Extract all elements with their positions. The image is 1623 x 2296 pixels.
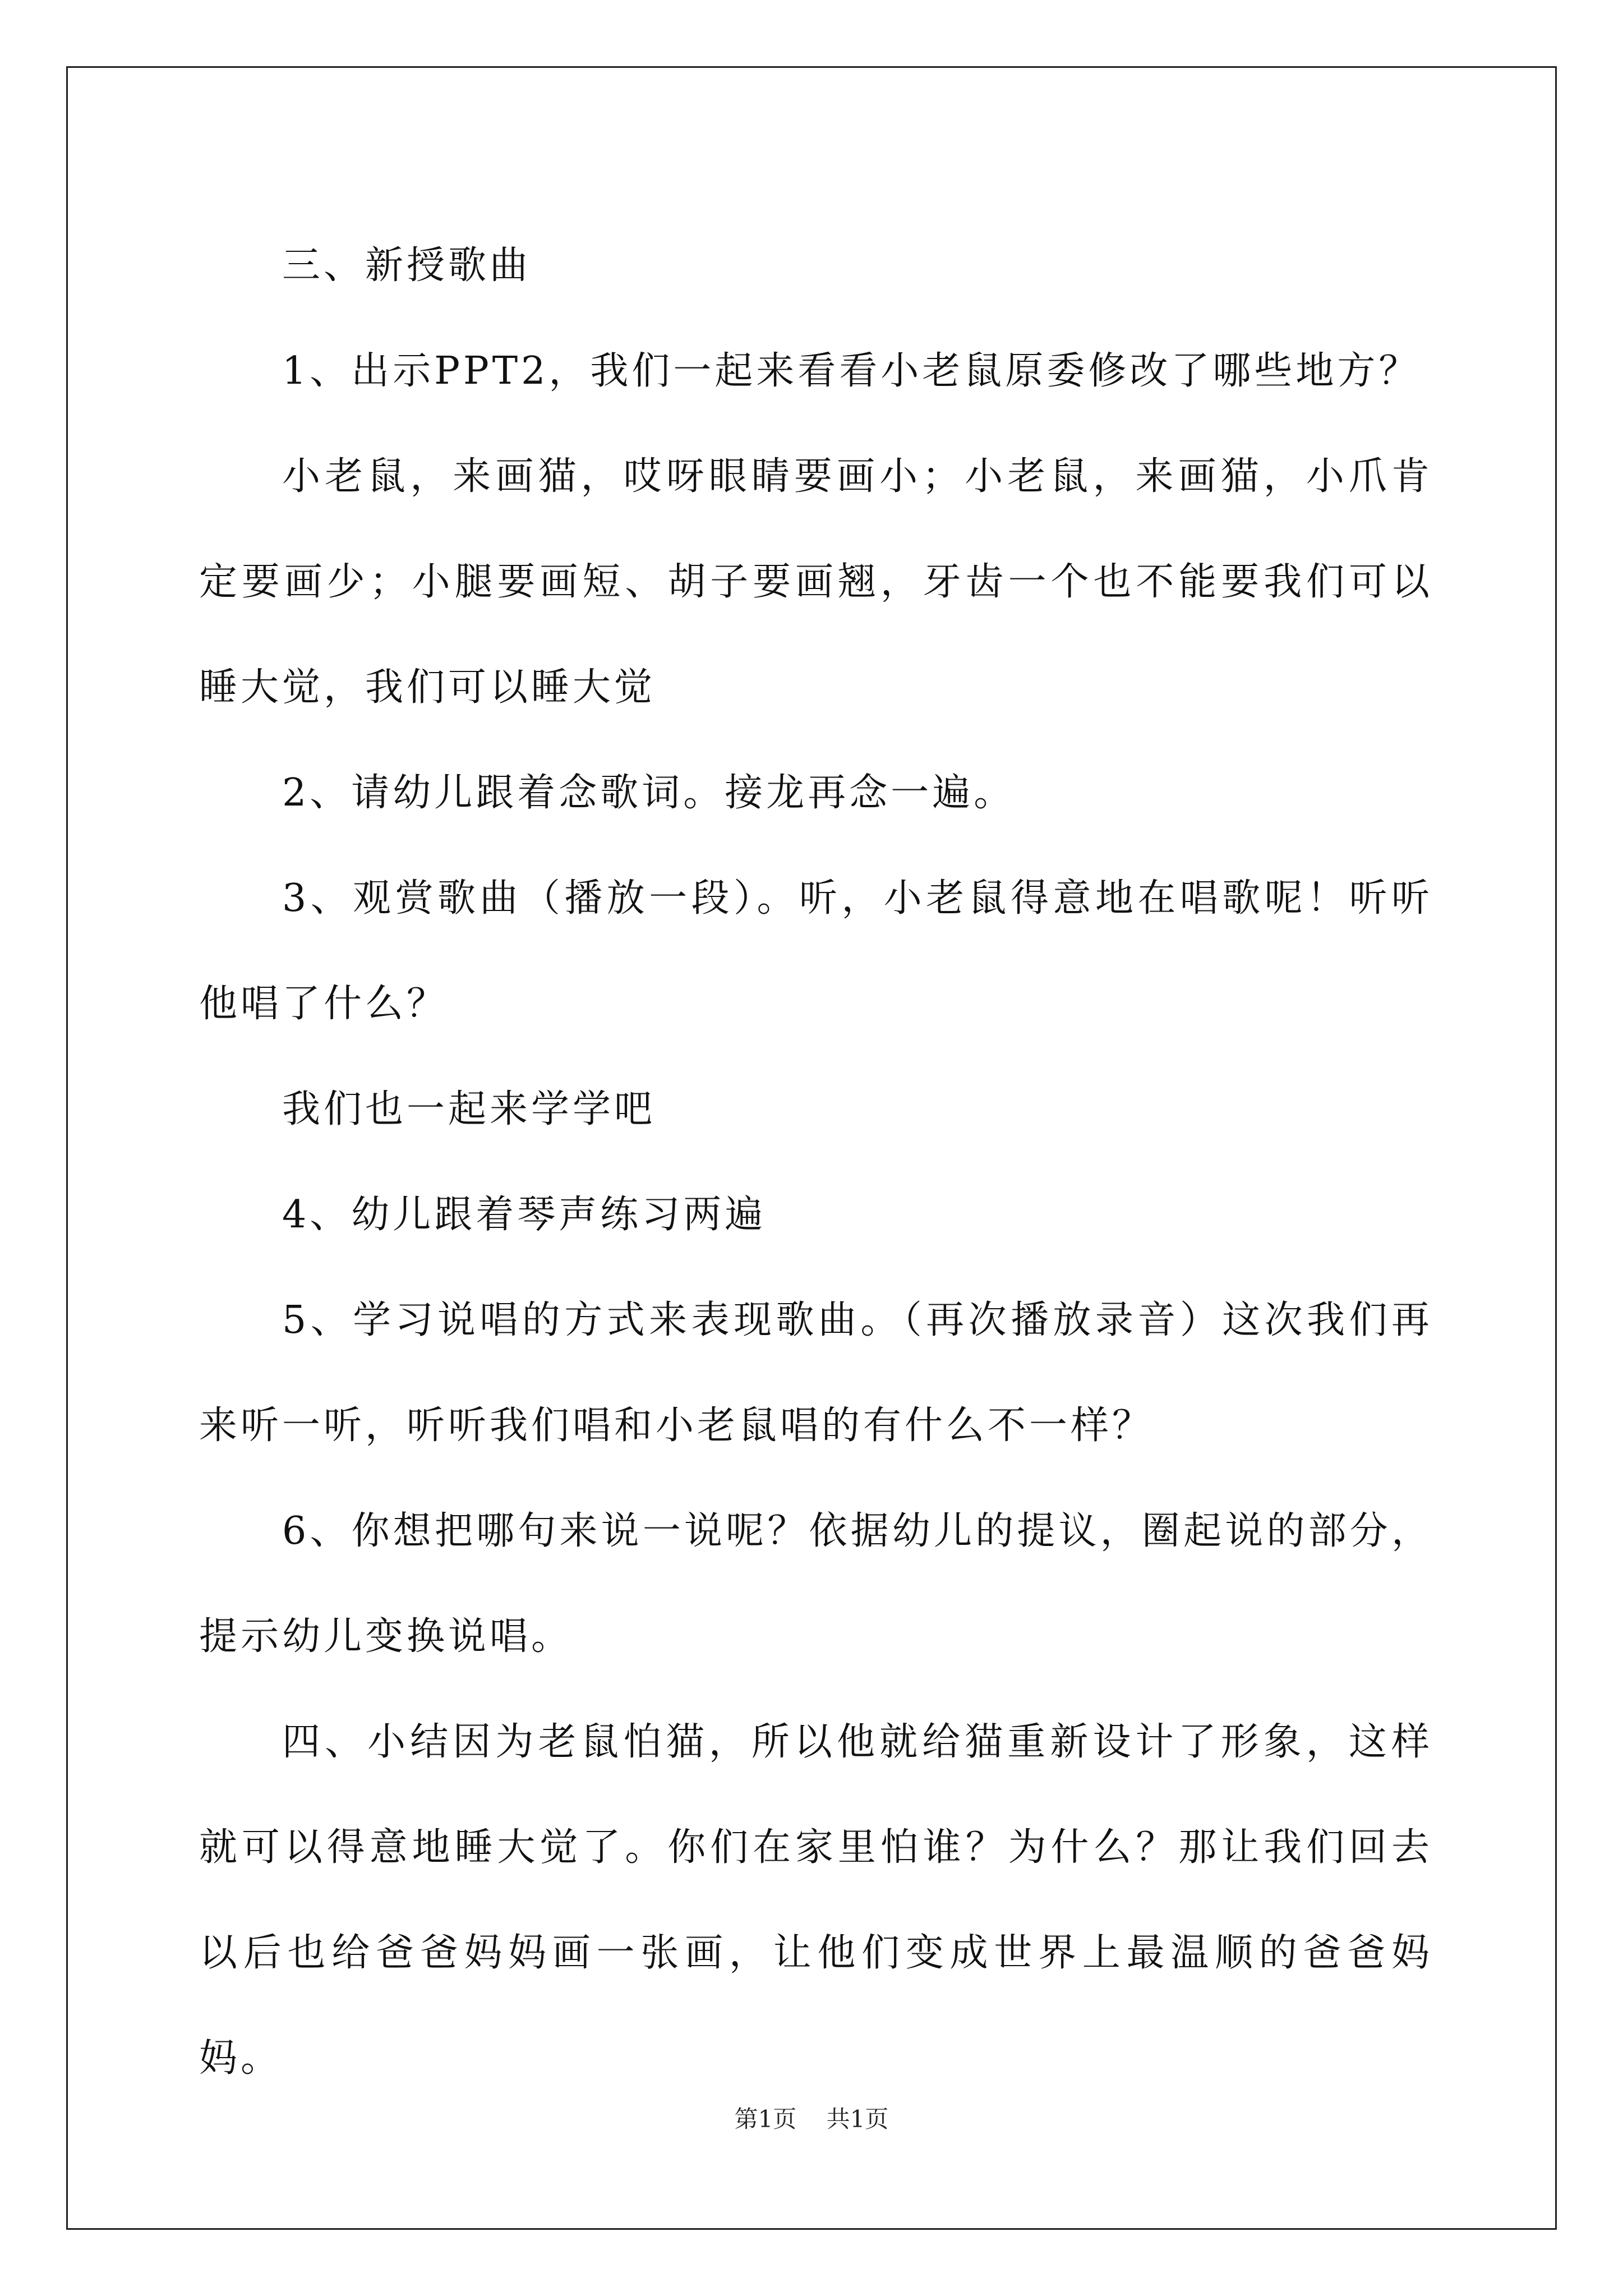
- section-heading-new-song: 三、新授歌曲: [282, 243, 532, 288]
- paragraph-lyrics: 小老鼠，来画猫，哎呀眼睛要画小；小老鼠，来画猫，小爪肯定要画少；小腿要画短、胡子要画翘，牙齿一个也不能要我们可以睡大觉，我们可以睡大觉: [199, 454, 1433, 710]
- paragraph-step-1: 1、出示PPT2，我们一起来看看小老鼠原委修改了哪些地方？: [282, 349, 1421, 393]
- paragraph-summary: 四、小结因为老鼠怕猫，所以他就给猫重新设计了形象，这样就可以得意地睡大觉了。你们在家里怕谁？为什么？那让我们回去以后也给爸爸妈妈画一张画，让他们变成世界上最温顺的爸爸妈妈。: [199, 1720, 1433, 2081]
- paragraph-step-2: 2、请幼儿跟着念歌词。接龙再念一遍。: [282, 771, 1016, 815]
- paragraph-learn-together: 我们也一起来学学吧: [282, 1087, 656, 1131]
- paragraph-step-5: 5、学习说唱的方式来表现歌曲。（再次播放录音）这次我们再来听一听，听听我们唱和小老鼠唱的有什么不一样？: [199, 1298, 1433, 1448]
- page-footer: [0, 2101, 1623, 2134]
- page-number-total: 共1页: [826, 2105, 889, 2133]
- document-body: [199, 213, 1433, 2111]
- paragraph-step-3: 3、观赏歌曲（播放一段）。听，小老鼠得意地在唱歌呢！听听他唱了什么？: [199, 876, 1433, 1026]
- paragraph-step-6: 6、你想把哪句来说一说呢？依据幼儿的提议，圈起说的部分，提示幼儿变换说唱。: [199, 1509, 1433, 1659]
- page-number-current: 第1页: [734, 2105, 797, 2133]
- paragraph-step-4: 4、幼儿跟着琴声练习两遍: [282, 1193, 767, 1237]
